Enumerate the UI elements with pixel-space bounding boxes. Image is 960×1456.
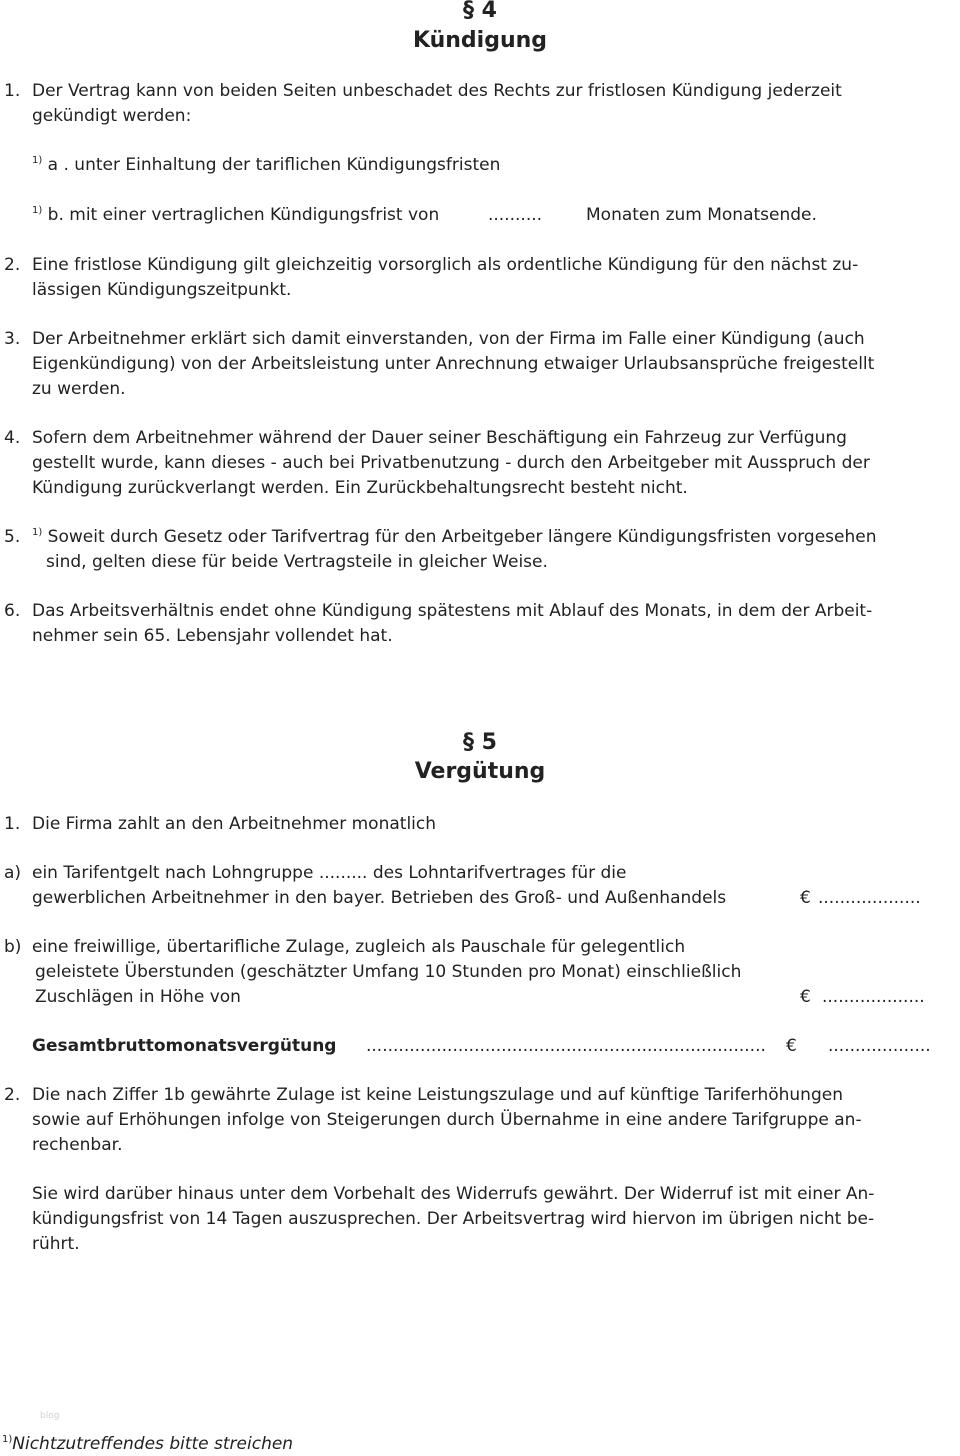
section-5-title: Vergütung bbox=[414, 759, 546, 784]
s5-a-amount: ................... bbox=[818, 888, 921, 908]
s5-item1-text: Die Firma zahlt an den Arbeitnehmer monatlich bbox=[32, 814, 437, 834]
s5-item2-number: 2. bbox=[4, 1085, 21, 1105]
s5-b-currency: € bbox=[800, 987, 811, 1007]
s5-item2-p2-line1: Sie wird darüber hinaus unter dem Vorbehalt des Widerrufs gewährt. Der Widerruf ist mit einer An- bbox=[32, 1184, 875, 1204]
s5-b-line3: Zuschlägen in Höhe von bbox=[35, 987, 241, 1007]
s4-item5-line2: sind, gelten diese für beide Vertragsteile in gleicher Weise. bbox=[46, 552, 548, 572]
section-5-number: § 5 bbox=[463, 730, 497, 755]
footnote-text: Nichtzutreffendes bitte streichen bbox=[12, 1434, 294, 1454]
s5-b-amount: ................... bbox=[822, 987, 925, 1007]
s4-item5-number: 5. bbox=[4, 527, 21, 547]
s5-item1-number: 1. bbox=[4, 814, 21, 834]
s4-item4-line3: Kündigung zurückverlangt werden. Ein Zurückbehaltungsrecht besteht nicht. bbox=[32, 478, 688, 498]
s4-item3-number: 3. bbox=[4, 329, 21, 349]
s4-item6-line2: nehmer sein 65. Lebensjahr vollendet hat. bbox=[32, 626, 393, 646]
s4-item1-option-a bbox=[32, 153, 500, 178]
footnote-mark: 1) bbox=[32, 155, 43, 166]
footnote bbox=[2, 1433, 293, 1455]
s4-item2-number: 2. bbox=[4, 255, 21, 275]
option-b-blank: .......... bbox=[488, 205, 543, 225]
s4-item2-line1: Eine fristlose Kündigung gilt gleichzeitig vorsorglich als ordentliche Kündigung für den nächst zu- bbox=[32, 255, 859, 275]
s5-b-line2: geleistete Überstunden (geschätzter Umfang 10 Stunden pro Monat) einschließlich bbox=[35, 962, 742, 982]
option-b-text: b. mit einer vertraglichen Kündigungsfrist von bbox=[47, 205, 440, 225]
watermark: blog bbox=[40, 1411, 60, 1421]
total-label: Gesamtbruttomonatsvergütung bbox=[32, 1036, 337, 1056]
s4-item1-line2: gekündigt werden: bbox=[32, 106, 192, 126]
s4-item3-line3: zu werden. bbox=[32, 379, 126, 399]
s4-item6-number: 6. bbox=[4, 601, 21, 621]
s4-item3-line2: Eigenkündigung) von der Arbeitsleistung unter Anrechnung etwaiger Urlaubsansprüche freigestellt bbox=[32, 354, 875, 374]
s5-b-line1: eine freiwillige, übertarifliche Zulage, zugleich als Pauschale für gelegentlich bbox=[32, 937, 686, 957]
s4-item3-line1: Der Arbeitnehmer erklärt sich damit einverstanden, von der Firma im Falle einer Kündigung (auch bbox=[32, 329, 865, 349]
s4-item2-line2: lässigen Kündigungszeitpunkt. bbox=[32, 280, 292, 300]
footnote-mark: 1) bbox=[32, 527, 43, 538]
section-4-number: § 4 bbox=[463, 0, 497, 23]
s5-item2-p2-line3: rührt. bbox=[32, 1234, 80, 1254]
s5-a-label: a) bbox=[4, 863, 22, 883]
total-amount: ................... bbox=[828, 1036, 931, 1056]
s5-item2-line2: sowie auf Erhöhungen infolge von Steigerungen durch Übernahme in eine andere Tarifgruppe an- bbox=[32, 1110, 862, 1130]
section-4-title: Kündigung bbox=[412, 28, 548, 53]
s5-item2-line1: Die nach Ziffer 1b gewährte Zulage ist keine Leistungszulage und auf künftige Tariferhöhungen bbox=[32, 1085, 843, 1105]
option-b-rest: Monaten zum Monatsende. bbox=[586, 205, 817, 225]
s5-a-currency: € bbox=[800, 888, 811, 908]
total-currency: € bbox=[786, 1036, 797, 1056]
footnote-mark: 1) bbox=[32, 205, 43, 216]
s5-b-label: b) bbox=[4, 937, 22, 957]
s5-a-line1: ein Tarifentgelt nach Lohngruppe ......... des Lohntarifvertrages für die bbox=[32, 863, 627, 883]
s4-item4-number: 4. bbox=[4, 428, 21, 448]
footnote-mark: 1) bbox=[2, 1434, 13, 1445]
s4-item1-number: 1. bbox=[4, 81, 21, 101]
s4-item5-line1 bbox=[32, 525, 960, 550]
s4-item4-line2: gestellt wurde, kann dieses - auch bei Privatbenutzung - durch den Arbeitgeber mit Ausspruch der bbox=[32, 453, 870, 473]
option-a-text: a . unter Einhaltung der tariflichen Kündigungsfristen bbox=[47, 155, 501, 175]
s5-item2-line3: rechenbar. bbox=[32, 1135, 123, 1155]
s5-item2-p2-line2: kündigungsfrist von 14 Tagen auszusprechen. Der Arbeitsvertrag wird hiervon im übrigen nicht be- bbox=[32, 1209, 875, 1229]
s4-item6-line1: Das Arbeitsverhältnis endet ohne Kündigung spätestens mit Ablauf des Monats, in dem der Arbeit- bbox=[32, 601, 873, 621]
s5-a-line2: gewerblichen Arbeitnehmer in den bayer. Betrieben des Groß- und Außenhandels bbox=[32, 888, 727, 908]
s4-item1-line1: Der Vertrag kann von beiden Seiten unbeschadet des Rechts zur fristlosen Kündigung jederzeit bbox=[32, 81, 842, 101]
s4-item1-option-b bbox=[32, 203, 439, 228]
total-leader-dots: .......................................................................... bbox=[366, 1036, 766, 1056]
s4-item4-line1: Sofern dem Arbeitnehmer während der Dauer seiner Beschäftigung ein Fahrzeug zur Verfügung bbox=[32, 428, 847, 448]
s4-item5-text: Soweit durch Gesetz oder Tarifvertrag für den Arbeitgeber längere Kündigungsfristen vorgesehen bbox=[47, 527, 877, 547]
